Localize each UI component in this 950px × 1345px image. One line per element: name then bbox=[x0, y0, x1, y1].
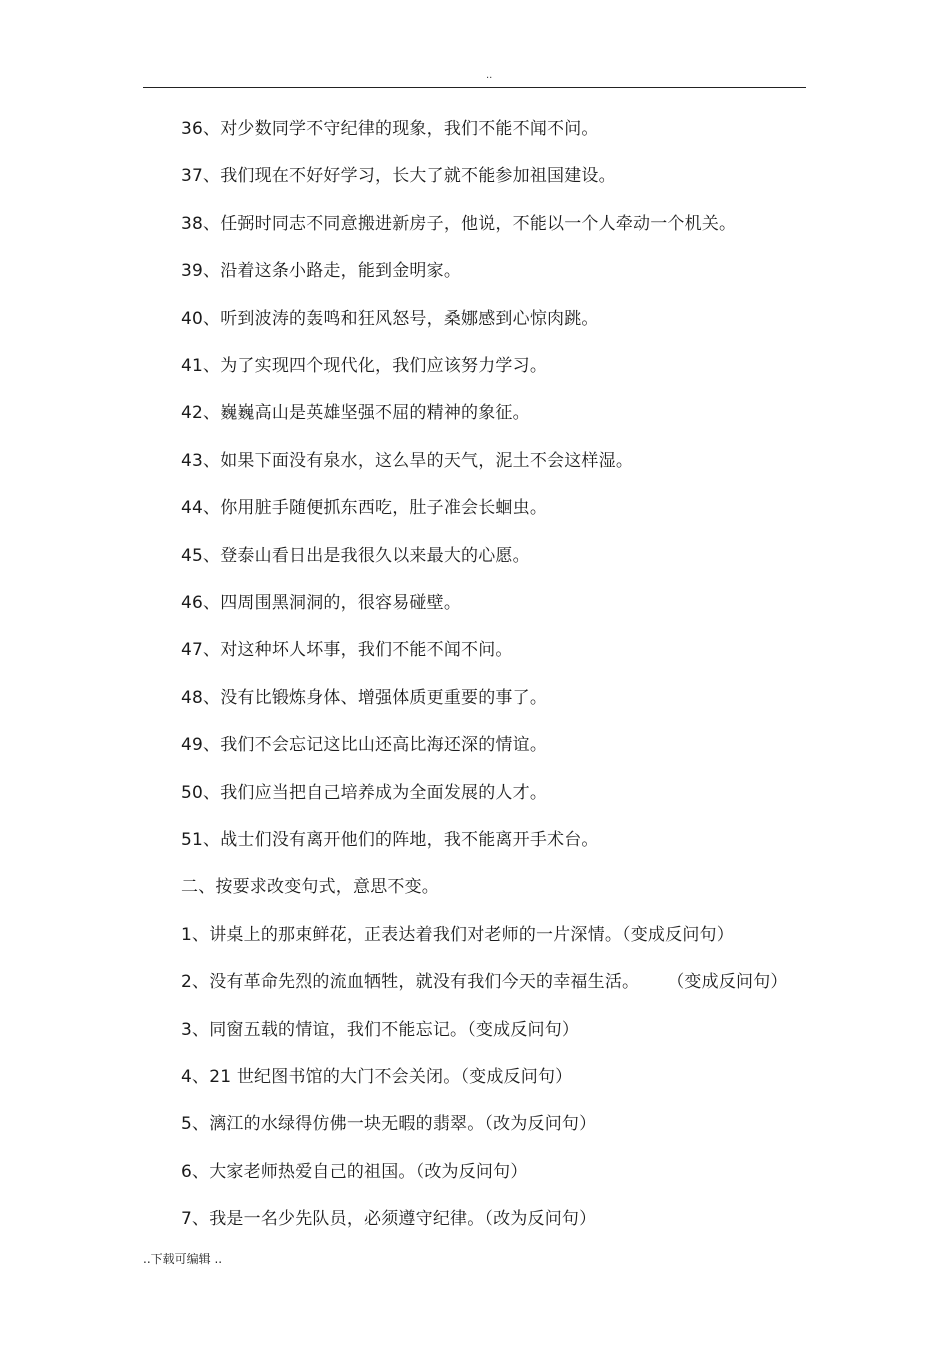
text-line: 4、21 世纪图书馆的大门不会关闭。（变成反问句） bbox=[181, 1067, 573, 1087]
text-line: 41、为了实现四个现代化，我们应该努力学习。 bbox=[181, 356, 548, 376]
text-line: 48、没有比锻炼身体、增强体质更重要的事了。 bbox=[181, 688, 548, 708]
text-line: 44、你用脏手随便抓东西吃，肚子准会长蛔虫。 bbox=[181, 498, 548, 518]
text-line: 2、没有革命先烈的流血牺牲，就没有我们今天的幸福生活。 （变成反问句） bbox=[181, 972, 788, 992]
header-rule bbox=[143, 87, 806, 88]
text-line: 42、巍巍高山是英雄坚强不屈的精神的象征。 bbox=[181, 403, 530, 423]
text-line: 43、如果下面没有泉水，这么旱的天气，泥土不会这样湿。 bbox=[181, 451, 634, 471]
text-line: 1、讲桌上的那束鲜花，正表达着我们对老师的一片深情。（变成反问句） bbox=[181, 925, 734, 945]
text-line: 3、同窗五载的情谊，我们不能忘记。（变成反问句） bbox=[181, 1020, 580, 1040]
text-line: 51、战士们没有离开他们的阵地，我不能离开手术台。 bbox=[181, 830, 599, 850]
text-line: 46、四周围黑洞洞的，很容易碰壁。 bbox=[181, 593, 462, 613]
text-line: 7、我是一名少先队员，必须遵守纪律。（改为反问句） bbox=[181, 1209, 597, 1229]
text-line: 38、任弼时同志不同意搬进新房子，他说，不能以一个人牵动一个机关。 bbox=[181, 214, 737, 234]
text-line: 二、按要求改变句式，意思不变。 bbox=[181, 877, 439, 897]
footer-text: ..下载可编辑 .. bbox=[143, 1252, 223, 1266]
text-line: 45、登泰山看日出是我很久以来最大的心愿。 bbox=[181, 546, 530, 566]
header-mark: .. bbox=[486, 70, 493, 81]
text-line: 40、听到波涛的轰鸣和狂风怒号，桑娜感到心惊肉跳。 bbox=[181, 309, 599, 329]
text-line: 39、沿着这条小路走，能到金明家。 bbox=[181, 261, 462, 281]
text-line: 37、我们现在不好好学习，长大了就不能参加祖国建设。 bbox=[181, 166, 616, 186]
text-line: 49、我们不会忘记这比山还高比海还深的情谊。 bbox=[181, 735, 548, 755]
text-line: 6、大家老师热爱自己的祖国。（改为反问句） bbox=[181, 1162, 528, 1182]
text-line: 36、对少数同学不守纪律的现象，我们不能不闻不问。 bbox=[181, 119, 599, 139]
text-line: 5、漓江的水绿得仿佛一块无暇的翡翠。（改为反问句） bbox=[181, 1114, 597, 1134]
text-line: 47、对这种坏人坏事，我们不能不闻不问。 bbox=[181, 640, 513, 660]
text-line: 50、我们应当把自己培养成为全面发展的人才。 bbox=[181, 783, 548, 803]
